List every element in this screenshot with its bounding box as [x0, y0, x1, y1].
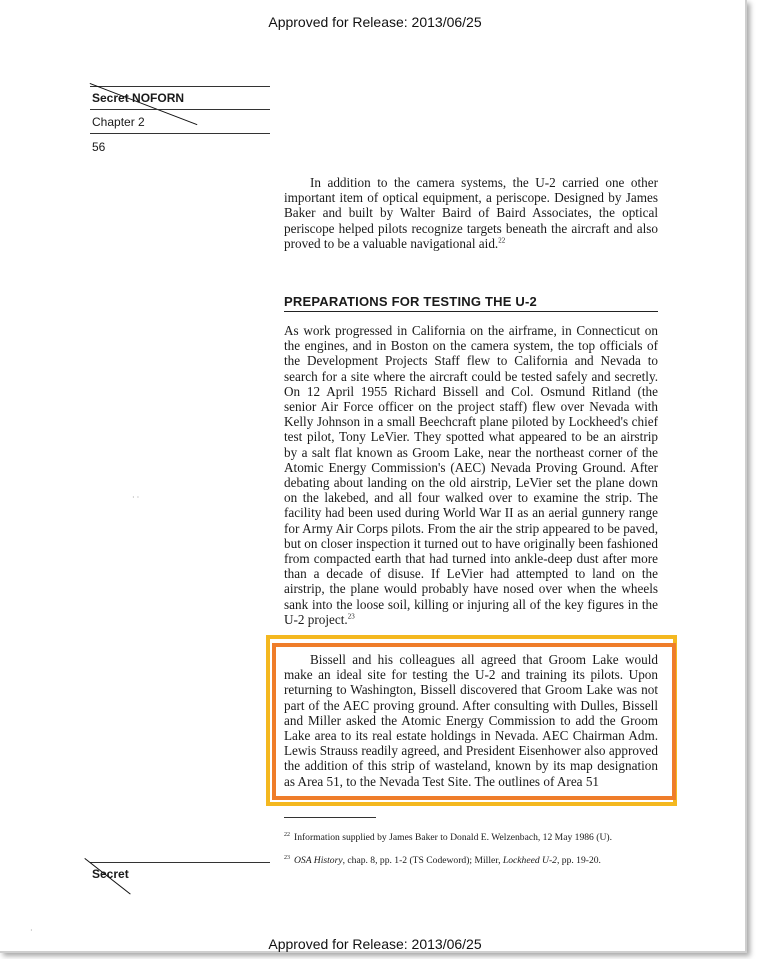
footnote-22-text: Information supplied by James Baker to Donald E. Welzenbach, 12 May 1986 (U).: [294, 832, 612, 844]
scan-speck: · ·: [132, 493, 140, 502]
footnote-23-source-title: OSA History: [294, 855, 343, 867]
header-rule-middle: [90, 109, 270, 110]
footnote-23: [284, 852, 664, 867]
release-stamp-bottom: Approved for Release: 2013/06/25: [268, 936, 482, 952]
footnote-mark-23: 23: [284, 855, 290, 861]
release-stamp-top: Approved for Release: 2013/06/25: [268, 14, 482, 30]
footnote-23-book-title: Lockheed U-2: [502, 855, 557, 867]
footnote-rule: [284, 817, 376, 818]
footnote-mark-22: 22: [284, 832, 290, 838]
page-number: 56: [92, 140, 106, 154]
paragraph-groom-lake-text: As work progressed in California on the airframe, in Connecticut on the engines, and in Boston on the camera system, the top officials of the Development Projects Staff flew to California and Nevada to search for a site where the aircraft could be tested safely and secretly. On 12 April 1955 Richard Bissell and Col. Osmund Ritland (the senior Air Force officer on the project staff) flew over Nevada with Kelly Johnson in a small Beechcraft plane piloted by Lockheed's chief test pilot, Tony LeVier. They spotted what appeared to be an airstrip by a salt flat known as Groom Lake, near the northeast corner of the Atomic Energy Commission's (AEC) Nevada Proving Ground. After debating about landing on the old airstrip, LeVier set the plane down on the lakebed, and all four walked over to examine the strip. The facility had been used during World War II as an aerial gunnery range for Army Air Corps pilots. From the air the strip appeared to be paved, but on closer inspection it turned out to have originally been fashioned from compacted earth that had turned into ankle-deep dust after more than a decade of disuse. If LeVier had attempted to land on the airstrip, the plane would probably have nosed over when the wheels sank into the loose soil, killing or injuring all of the key figures in the U-2 project.: [284, 323, 658, 627]
section-heading: PREPARATIONS FOR TESTING THE U-2: [284, 294, 658, 312]
paragraph-periscope-text: In addition to the camera systems, the U-2 carried one other important item of optical equipment, a periscope. Designed by James Baker and built by Walter Baird of Baird Associates, the optical periscope helped pilots recognize targets beneath the aircraft and also proved to be a valuable navigational aid.: [284, 175, 658, 251]
footer-rule: [90, 862, 270, 863]
footnote-23-text-a: , chap. 8, pp. 1-2 (TS Codeword); Miller,: [342, 855, 503, 867]
footer-classification: Secret: [92, 867, 129, 881]
footnote-22: [284, 829, 664, 844]
footnote-ref-23: 23: [347, 612, 355, 621]
header-rule-top: [90, 86, 270, 87]
paragraph-area-51: Bissell and his colleagues all agreed that Groom Lake would make an ideal site for testing the U-2 and training its pilots. Upon returning to Washington, Bissell discovered that Groom Lake was not part of the AEC proving ground. After consulting with Dulles, Bissell and Miller asked the Atomic Energy Commission to add the Groom Lake area to its real estate holdings in Nevada. AEC Chairman Adm. Lewis Strauss readily agreed, and President Eisenhower also approved the addition of this strip of wasteland, known by its map designation as Area 51, to the Nevada Test Site. The outlines of Area 51: [284, 652, 658, 789]
footnote-ref-22: 22: [498, 236, 506, 245]
footnote-23-text-b: , pp. 19-20.: [556, 855, 601, 867]
paragraph-groom-lake: [284, 323, 658, 627]
header-classification: Secret NOFORN: [92, 91, 185, 105]
header-rule-bottom: [90, 133, 270, 134]
chapter-label: Chapter 2: [92, 115, 145, 129]
paragraph-periscope: [284, 175, 658, 251]
scan-speck-bottom: ·: [30, 926, 33, 935]
